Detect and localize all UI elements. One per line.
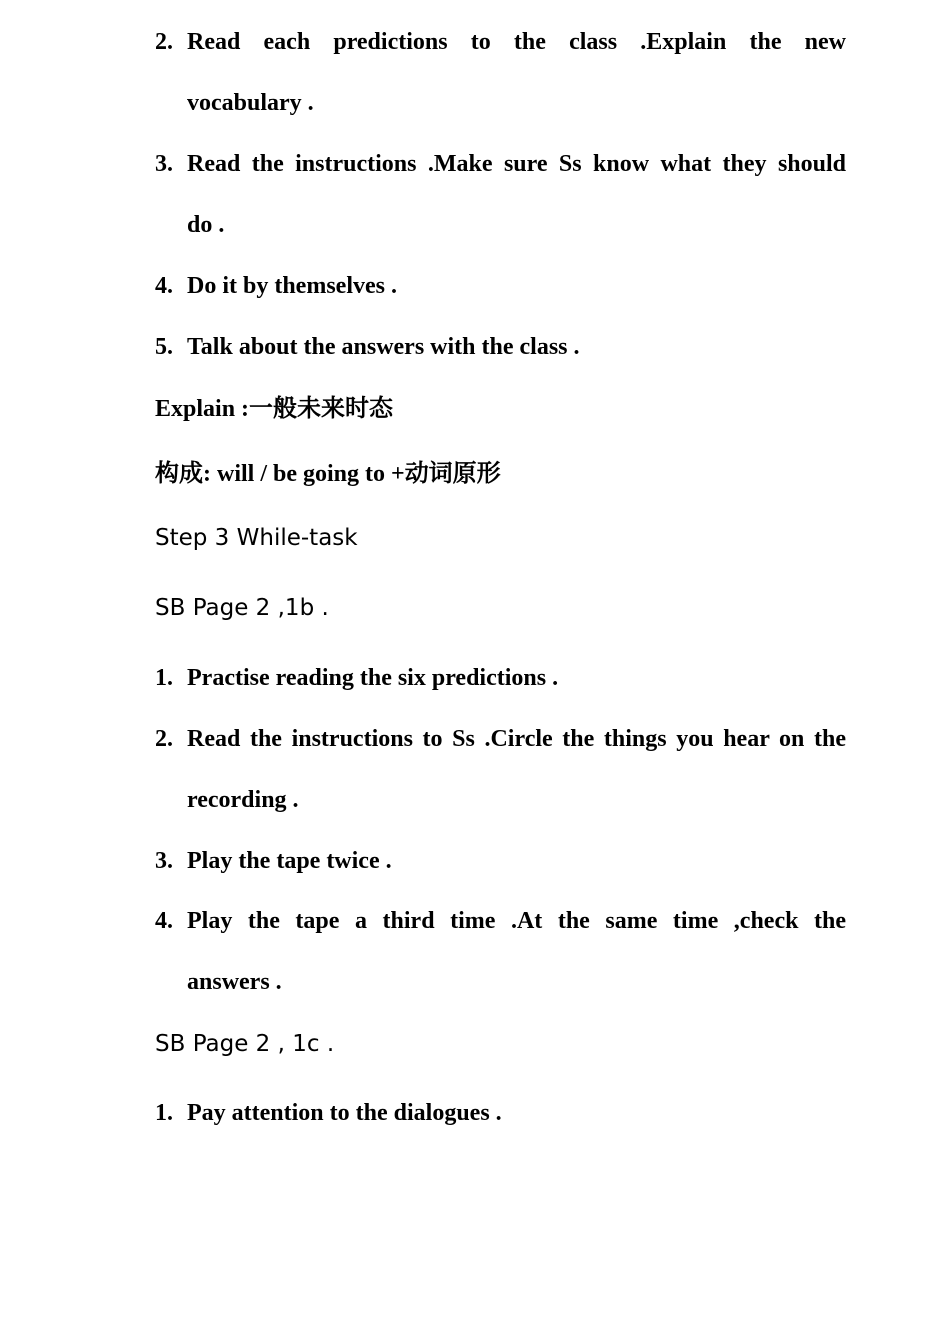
explain-line	[155, 393, 846, 424]
list-item-continuation: vocabulary .	[187, 90, 314, 116]
structure-line	[155, 458, 846, 489]
list-item-text: Read each predictions to the class .Explain the new	[187, 29, 846, 55]
list-item	[155, 846, 846, 876]
list-item-continuation: do .	[187, 212, 225, 238]
list-item-text: Read the instructions .Make sure Ss know what they should	[187, 151, 846, 177]
list-item-text: Practise reading the six predictions .	[187, 665, 559, 691]
list-item	[155, 906, 846, 936]
list-item-text: Talk about the answers with the class .	[187, 334, 580, 360]
sb-page-heading: SB Page 2 , 1c .	[155, 1031, 335, 1057]
step-heading: Step 3 While-task	[155, 525, 358, 551]
structure-text: : will / be going to +	[203, 461, 405, 487]
list-item	[155, 27, 846, 57]
structure-cjk-label: 构成	[155, 458, 203, 487]
list-item	[155, 332, 846, 362]
list-item-text: Play the tape a third time .At the same time ,check the	[187, 908, 846, 934]
explain-label: Explain :	[155, 396, 250, 422]
list-item-number: 3.	[155, 848, 173, 874]
list-item-number: 5.	[155, 334, 173, 360]
list-item-text: Do it by themselves .	[187, 273, 397, 299]
list-item-number: 3.	[155, 151, 173, 177]
list-item-continuation: answers .	[187, 969, 282, 995]
list-item-text: Play the tape twice .	[187, 848, 392, 874]
list-item	[155, 663, 846, 693]
list-item-text: Pay attention to the dialogues .	[187, 1100, 502, 1126]
list-item-number: 2.	[155, 726, 173, 752]
list-item-text: Read the instructions to Ss .Circle the things you hear on the	[187, 726, 846, 752]
list-item-number: 4.	[155, 908, 173, 934]
list-item-number: 2.	[155, 29, 173, 55]
sb-page-heading: SB Page 2 ,1b .	[155, 595, 329, 621]
list-item	[155, 149, 846, 179]
list-item	[155, 1098, 846, 1128]
list-item-number: 1.	[155, 665, 173, 691]
list-item	[155, 724, 846, 754]
explain-cjk-text: 一般未来时态	[249, 393, 394, 422]
list-item-number: 4.	[155, 273, 173, 299]
list-item	[155, 271, 846, 301]
list-item-number: 1.	[155, 1100, 173, 1126]
structure-cjk-tail: 动词原形	[404, 458, 501, 487]
list-item-continuation: recording .	[187, 787, 299, 813]
